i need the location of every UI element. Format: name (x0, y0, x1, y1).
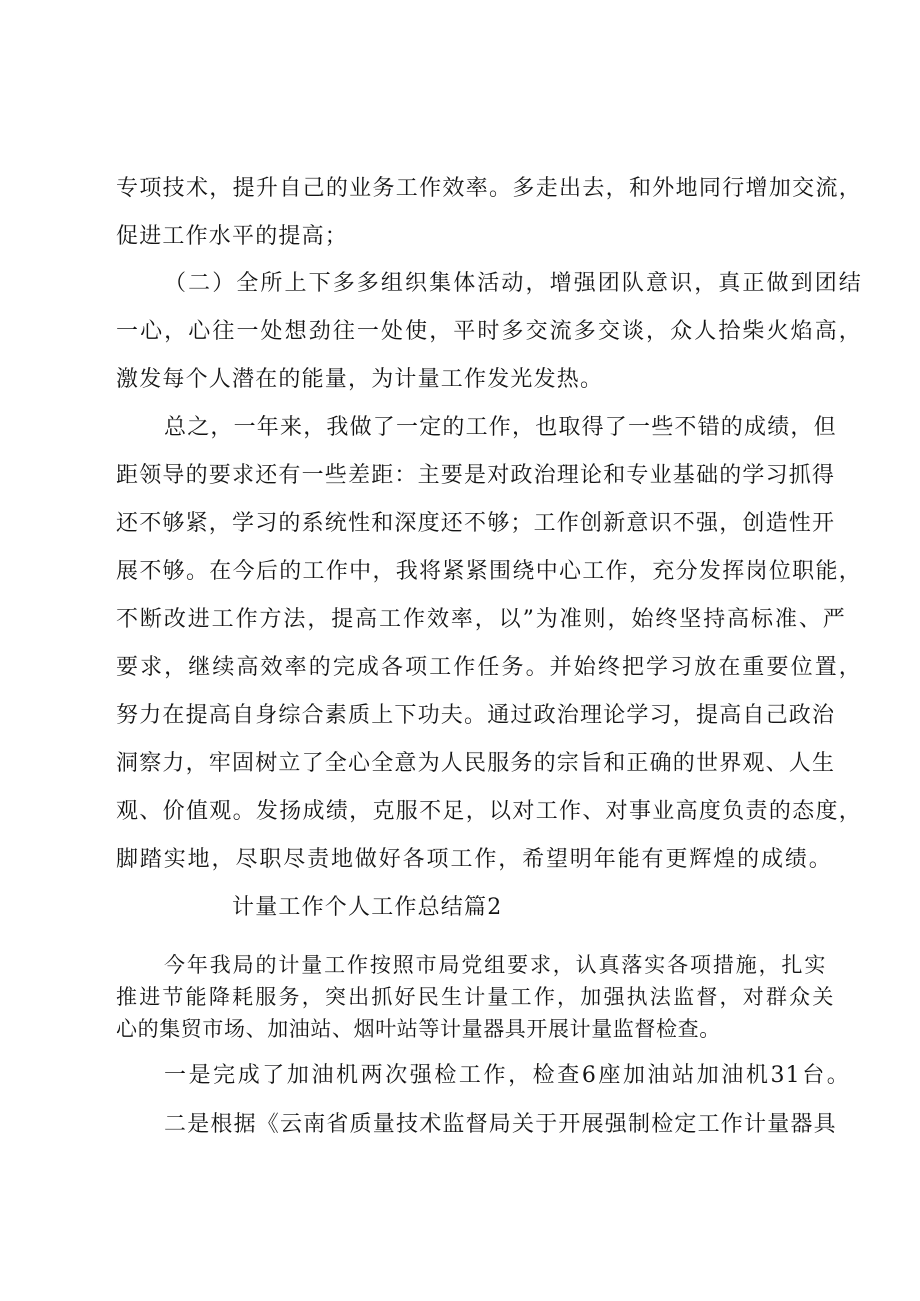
paragraph-line: 不断改进工作方法，提高工作效率，以”为准则，始终坚持高标准、严 (116, 607, 846, 632)
paragraph-line: 展不够。在今后的工作中，我将紧紧围绕中心工作，充分发挥岗位职能， (116, 559, 862, 584)
paragraph-line: （二）全所上下多多组织集体活动，增强团队意识，真正做到团结 (164, 271, 862, 296)
paragraph-line: 二是根据《云南省质量技术监督局关于开展强制检定工作计量器具 (164, 1112, 837, 1137)
paragraph-line: 专项技术，提升自己的业务工作效率。多走出去，和外地同行增加交流， (116, 176, 862, 201)
paragraph-line: 推进节能降耗服务，突出抓好民生计量工作，加强执法监督，对群众关 (116, 985, 834, 1009)
paragraph-line: 距领导的要求还有一些差距：主要是对政治理论和专业基础的学习抓得 (116, 463, 836, 488)
section-heading: 计量工作个人工作总结篇2 (232, 895, 503, 920)
paragraph-line: 洞察力，牢固树立了全心全意为人民服务的宗旨和正确的世界观、人生 (116, 751, 836, 776)
paragraph-line: 总之，一年来，我做了一定的工作，也取得了一些不错的成绩，但 (164, 415, 837, 440)
paragraph-line: 心的集贸市场、加油站、烟叶站等计量器具开展计量监督检查。 (116, 1017, 721, 1041)
paragraph-line: 脚踏实地，尽职尽责地做好各项工作，希望明年能有更辉煌的成绩。 (116, 847, 832, 872)
paragraph-line: 还不够紧，学习的系统性和深度还不够；工作创新意识不强，创造性开 (116, 511, 836, 536)
paragraph-line: 一心，心往一处想劲往一处使，平时多交流多交谈，众人拾柴火焰高， (116, 319, 862, 344)
paragraph-line: 促进工作水平的提高； (116, 224, 349, 249)
paragraph-line: 一是完成了加油机两次强检工作，检查6座加油站加油机31台。 (164, 1063, 850, 1088)
paragraph-line: 努力在提高自身综合素质上下功夫。通过政治理论学习，提高自己政治 (116, 703, 836, 728)
paragraph-line: 激发每个人潜在的能量，为计量工作发光发热。 (116, 367, 604, 392)
paragraph-line: 今年我局的计量工作按照市局党组要求，认真落实各项措施，扎实 (164, 953, 826, 977)
paragraph-line: 要求，继续高效率的完成各项工作任务。并始终把学习放在重要位置， (116, 655, 862, 680)
paragraph-line: 观、价值观。发扬成绩，克服不足，以对工作、对事业高度负责的态度， (116, 799, 862, 824)
